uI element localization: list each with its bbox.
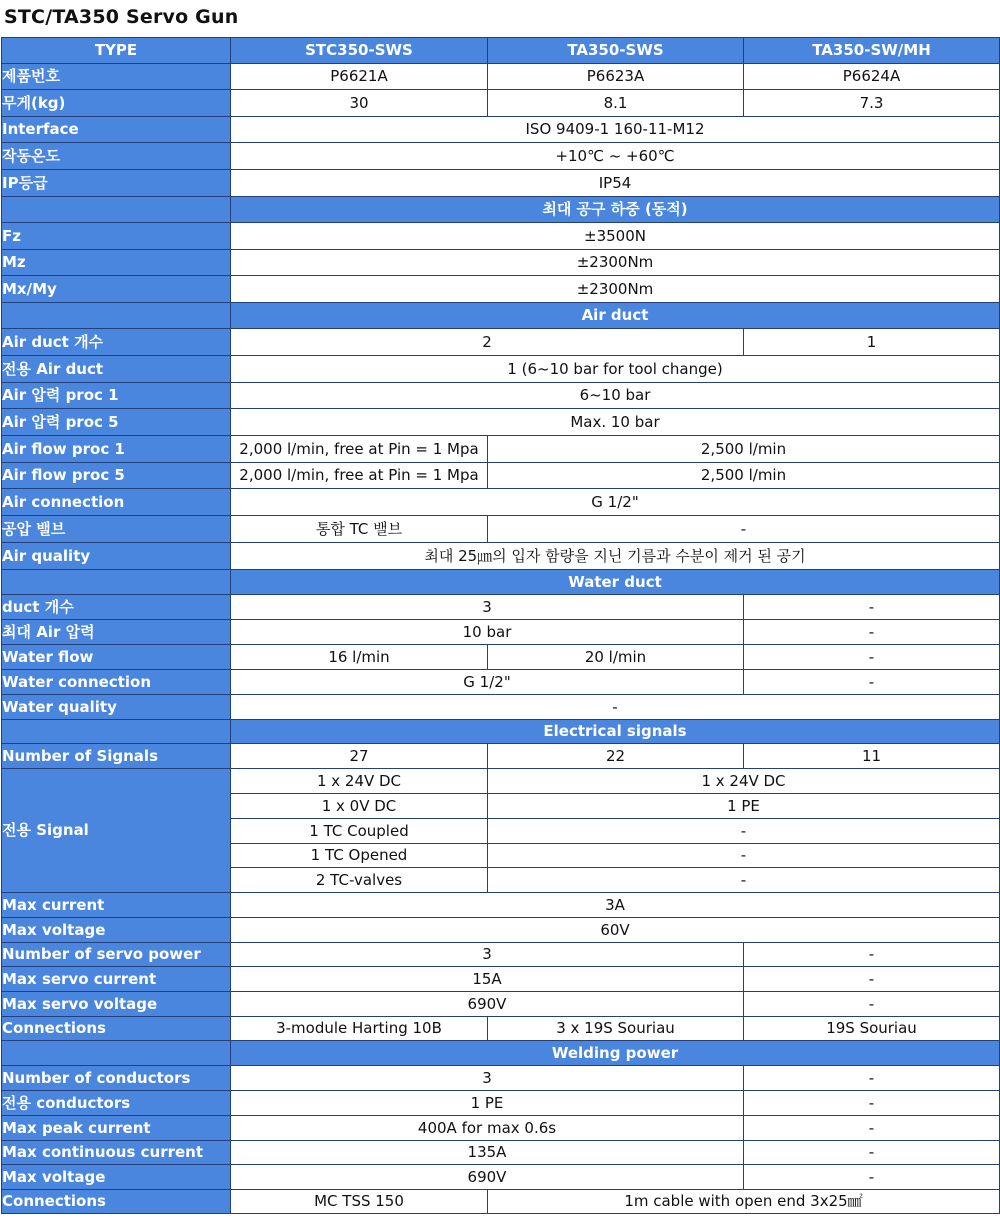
row-label: Connections: [2, 1190, 231, 1214]
section-spacer: [2, 197, 231, 223]
cell-value: 30: [231, 90, 488, 117]
table-row: [2, 516, 1000, 543]
section-title: Welding power: [231, 1041, 1000, 1066]
cell-value: 60V: [231, 918, 1000, 943]
cell-value: -: [744, 967, 1000, 992]
row-label: Number of servo power: [2, 943, 231, 967]
table-row: [2, 918, 1000, 943]
row-label: Air connection: [2, 489, 231, 516]
row-label: Max peak current: [2, 1116, 231, 1141]
cell-value: 1: [744, 329, 1000, 356]
cell-value: 11: [744, 744, 1000, 769]
table-row: [2, 1091, 1000, 1116]
cell-value: -: [488, 516, 1000, 543]
cell-value: 3: [231, 1066, 744, 1091]
cell-value: 1 (6~10 bar for tool change): [231, 356, 1000, 383]
table-row: [2, 383, 1000, 409]
cell-value: ±2300Nm: [231, 276, 1000, 303]
table-row: [2, 1017, 1000, 1041]
table-row: [2, 943, 1000, 967]
section-header-row: [2, 197, 1000, 223]
section-title: 최대 공구 하중 (동적): [231, 197, 1000, 223]
row-label: Max continuous current: [2, 1141, 231, 1165]
table-row: [2, 223, 1000, 250]
row-label: Number of conductors: [2, 1066, 231, 1091]
cell-value: 19S Souriau: [744, 1017, 1000, 1041]
table-row: [2, 595, 1000, 620]
table-row: [2, 893, 1000, 918]
table-row: [2, 543, 1000, 570]
table-row: [2, 143, 1000, 170]
table-row: [2, 620, 1000, 645]
cell-value: 6~10 bar: [231, 383, 1000, 409]
row-label: Mx/My: [2, 276, 231, 303]
row-label: Air flow proc 5: [2, 463, 231, 489]
header-type: TYPE: [2, 38, 231, 64]
cell-value: -: [744, 1066, 1000, 1091]
cell-value: 1 x 24V DC: [231, 769, 488, 794]
cell-value: 3 x 19S Souriau: [488, 1017, 744, 1041]
cell-value: G 1/2": [231, 670, 744, 695]
row-label: IP등급: [2, 170, 231, 197]
row-label: Air 압력 proc 5: [2, 409, 231, 436]
cell-value: 1 TC Coupled: [231, 819, 488, 844]
cell-value: -: [488, 868, 1000, 893]
cell-value: MC TSS 150: [231, 1190, 488, 1214]
section-spacer: [2, 570, 231, 595]
cell-value: 2,500 l/min: [488, 463, 1000, 489]
header-ta350-sw-mh: TA350-SW/MH: [744, 38, 1000, 64]
cell-value: P6621A: [231, 64, 488, 90]
spec-table: [1, 37, 1000, 1214]
table-row: [2, 695, 1000, 720]
section-title: Electrical signals: [231, 720, 1000, 744]
cell-value: P6623A: [488, 64, 744, 90]
row-label: Max voltage: [2, 1165, 231, 1190]
table-row: [2, 1141, 1000, 1165]
cell-value: -: [488, 819, 1000, 844]
row-label: Connections: [2, 1017, 231, 1041]
row-label: 제품번호: [2, 64, 231, 90]
table-row: [2, 967, 1000, 992]
table-row: [2, 64, 1000, 90]
table-row: [2, 645, 1000, 670]
cell-value: 20 l/min: [488, 645, 744, 670]
row-label: 전용 Air duct: [2, 356, 231, 383]
cell-value: G 1/2": [231, 489, 1000, 516]
table-row: [2, 409, 1000, 436]
cell-value: ±2300Nm: [231, 250, 1000, 276]
row-label: Max servo current: [2, 967, 231, 992]
cell-value: 15A: [231, 967, 744, 992]
cell-value: 3A: [231, 893, 1000, 918]
cell-value: 통합 TC 밸브: [231, 516, 488, 543]
section-spacer: [2, 303, 231, 329]
table-row: [2, 1165, 1000, 1190]
row-label: Water flow: [2, 645, 231, 670]
row-label: duct 개수: [2, 595, 231, 620]
cell-value: ±3500N: [231, 223, 1000, 250]
table-row: [2, 1116, 1000, 1141]
row-label: Fz: [2, 223, 231, 250]
cell-value: 10 bar: [231, 620, 744, 645]
row-label: Number of Signals: [2, 744, 231, 769]
cell-value: 최대 25㎛의 입자 함량을 지닌 기름과 수분이 제거 된 공기: [231, 543, 1000, 570]
cell-value: 400A for max 0.6s: [231, 1116, 744, 1141]
row-label: 최대 Air 압력: [2, 620, 231, 645]
cell-value: 1 PE: [488, 794, 1000, 819]
cell-value: 2,000 l/min, free at Pin = 1 Mpa: [231, 463, 488, 489]
page-title: STC/TA350 Servo Gun: [4, 6, 239, 28]
cell-value: 690V: [231, 1165, 744, 1190]
row-label: Water connection: [2, 670, 231, 695]
table-row: [2, 1066, 1000, 1091]
cell-value: 2 TC-valves: [231, 868, 488, 893]
row-label: Max current: [2, 893, 231, 918]
table-row: [2, 489, 1000, 516]
section-title: Air duct: [231, 303, 1000, 329]
cell-value: -: [231, 695, 1000, 720]
section-header-row: [2, 1041, 1000, 1066]
cell-value: -: [488, 844, 1000, 868]
cell-value: -: [744, 1091, 1000, 1116]
cell-value: -: [744, 1116, 1000, 1141]
cell-value: ISO 9409-1 160-11-M12: [231, 117, 1000, 143]
row-label: Mz: [2, 250, 231, 276]
table-row: [2, 463, 1000, 489]
table-row: [2, 170, 1000, 197]
cell-value: 16 l/min: [231, 645, 488, 670]
cell-value: -: [744, 1165, 1000, 1190]
cell-value: -: [744, 992, 1000, 1017]
table-row: [2, 670, 1000, 695]
cell-value: 8.1: [488, 90, 744, 117]
cell-value: 1m cable with open end 3x25㎟: [488, 1190, 1000, 1214]
cell-value: 22: [488, 744, 744, 769]
row-label: Max servo voltage: [2, 992, 231, 1017]
cell-value: 2,500 l/min: [488, 436, 1000, 463]
cell-value: +10℃ ~ +60℃: [231, 143, 1000, 170]
cell-value: 1 x 0V DC: [231, 794, 488, 819]
cell-value: Max. 10 bar: [231, 409, 1000, 436]
row-label: 전용 conductors: [2, 1091, 231, 1116]
cell-value: 2: [231, 329, 744, 356]
table-row: [2, 356, 1000, 383]
table-row: [2, 992, 1000, 1017]
table-row: [2, 250, 1000, 276]
cell-value: 7.3: [744, 90, 1000, 117]
section-header-row: [2, 303, 1000, 329]
cell-value: -: [744, 943, 1000, 967]
table-row: [2, 117, 1000, 143]
header-ta350-sws: TA350-SWS: [488, 38, 744, 64]
table-row: [2, 276, 1000, 303]
cell-value: 2,000 l/min, free at Pin = 1 Mpa: [231, 436, 488, 463]
row-label: Water quality: [2, 695, 231, 720]
row-label: Air 압력 proc 1: [2, 383, 231, 409]
row-label: 무게(kg): [2, 90, 231, 117]
section-title: Water duct: [231, 570, 1000, 595]
section-spacer: [2, 1041, 231, 1066]
cell-value: 690V: [231, 992, 744, 1017]
cell-value: 1 PE: [231, 1091, 744, 1116]
cell-value: 1 x 24V DC: [488, 769, 1000, 794]
cell-value: -: [744, 595, 1000, 620]
row-label: 공압 밸브: [2, 516, 231, 543]
row-label: Max voltage: [2, 918, 231, 943]
row-label: Interface: [2, 117, 231, 143]
section-spacer: [2, 720, 231, 744]
row-label: Air flow proc 1: [2, 436, 231, 463]
table-row: [2, 744, 1000, 769]
section-header-row: [2, 570, 1000, 595]
table-row: [2, 329, 1000, 356]
section-header-row: [2, 720, 1000, 744]
row-label: Air quality: [2, 543, 231, 570]
cell-value: 3: [231, 595, 744, 620]
cell-value: P6624A: [744, 64, 1000, 90]
cell-value: 1 TC Opened: [231, 844, 488, 868]
cell-value: 27: [231, 744, 488, 769]
table-row: [2, 769, 1000, 794]
cell-value: -: [744, 1141, 1000, 1165]
table-row: [2, 436, 1000, 463]
cell-value: IP54: [231, 170, 1000, 197]
header-stc350-sws: STC350-SWS: [231, 38, 488, 64]
row-label: 작동온도: [2, 143, 231, 170]
table-row: [2, 1190, 1000, 1214]
cell-value: -: [744, 670, 1000, 695]
cell-value: -: [744, 645, 1000, 670]
cell-value: -: [744, 620, 1000, 645]
cell-value: 3: [231, 943, 744, 967]
row-label: 전용 Signal: [2, 769, 231, 893]
row-label: Air duct 개수: [2, 329, 231, 356]
cell-value: 135A: [231, 1141, 744, 1165]
cell-value: 3-module Harting 10B: [231, 1017, 488, 1041]
table-row: [2, 90, 1000, 117]
table-header-row: [2, 38, 1000, 64]
